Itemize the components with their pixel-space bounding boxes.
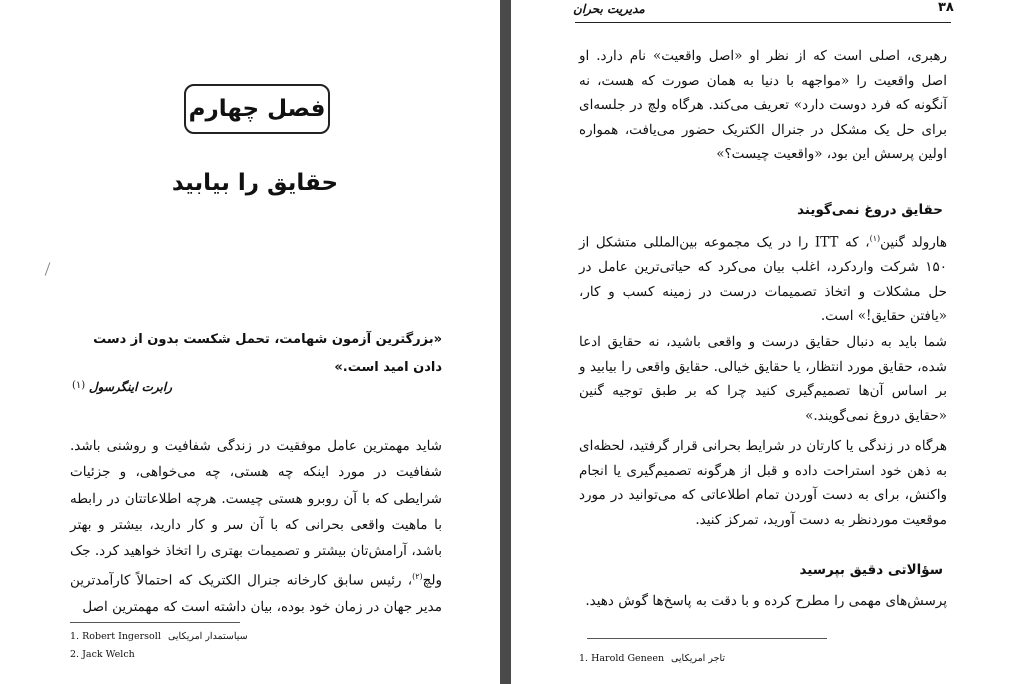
footnote-rule (70, 622, 240, 623)
geneen-text-b: ، که ITT را در یک مجموعه بین‌المللی متشکل از ۱۵۰ شرکت واردکرد، اغلب بیان می‌کرد که حیاتی‌ترین عامل در حل مشکلات و اتخاذ تصمیمات درست در زمینه کسب و کار، «یافتن حقایق!» است. (579, 234, 947, 324)
book-gutter (500, 0, 511, 684)
page-number: ۳۸ (938, 0, 954, 15)
left-page (0, 0, 500, 684)
running-title: مدیریت بحران (573, 2, 645, 16)
section-heading-facts: حقایق دروغ نمی‌گویند (797, 202, 943, 218)
geneen-text-a: هارولد گنین (880, 234, 947, 251)
paragraph-note: (۲) (412, 572, 423, 582)
section-heading-questions: سؤالاتی دقیق بپرسید (799, 562, 943, 578)
epigraph-author-note: (۱) (72, 380, 86, 391)
footnote-1-num: 1. (70, 631, 80, 642)
right-footnote-persian: تاجر امریکایی (671, 653, 725, 664)
epigraph-author: رابرت اینگرسول (88, 380, 172, 394)
header-rule (575, 22, 951, 23)
footnote-1-persian: سیاستمدار امریکایی (168, 631, 248, 642)
chapter-label: فصل چهارم (188, 96, 326, 122)
footnote-2-num: 2. (70, 649, 80, 660)
chapter-paragraph (70, 433, 442, 621)
right-footnote-latin: Harold Geneen (591, 653, 665, 664)
right-footnote-rule (587, 638, 827, 639)
footnote-2-latin: Jack Welch (82, 649, 135, 660)
chapter-title: حقایق را بیابید (171, 170, 339, 196)
footnote-1 (70, 631, 161, 642)
section1-paragraph-2: شما باید به دنبال حقایق درست و واقعی باشید، نه حقایق ادعا شده، حقایق مورد انتظار، یا حقایق خیالی. حقایق واقعی را بیابید و بر اساس آن‌ها تصمیم‌گیری کنید چرا که بر طبق توجیه گنین «حقایق دروغ نمی‌گویند.» (579, 334, 947, 424)
section1-paragraph-1 (579, 227, 947, 329)
right-footnote-num: 1. (579, 653, 589, 664)
section2-paragraph-1: پرسش‌های مهمی را مطرح کرده و با دقت به پاسخ‌ها گوش دهید. (585, 593, 947, 609)
epigraph: «بزرگترین آزمون شهامت، تحمل شکست بدون از دست دادن امید است.» (93, 332, 442, 375)
footnote-1-latin: Robert Ingersoll (82, 631, 161, 642)
paragraph-text-cont: ، رئیس سابق کارخانه جنرال الکتریک که احتمالاً کارآمدترین مدیر جهان در زمان خود بوده، بیان داشته است که مهمترین اصل (70, 572, 442, 616)
paragraph-text: شاید مهمترین عامل موفقیت در زندگی شفافیت و روشنی باشد. شفافیت در مورد اینکه چه هستی، چه می‌خواهی، و جزئیات شرایطی که با آن روبرو هستی چیست. هرچه اطلاعاتتان در رابطه با ماهیت واقعی بحرانی که با آن سر و کار دارید، بیشتر و بهتر باشد، آرامش‌تان بیشتر و تصمیمات بهتری را اتخاذ خواهید کرد. جک ولچ (70, 438, 442, 589)
intro-paragraph: رهبری، اصلی است که از نظر او «اصل واقعیت» نام دارد. او اصل واقعیت را «مواجهه با دنیا به همان صورت که هست، نه آنگونه که فرد دوست دارد» تعریف می‌کند. هرگاه ولچ در جلسه‌ای برای حل یک مشکل در جنرال الکتریک حضور می‌یافت، همواره اولین پرسش این بود، «واقعیت چیست؟» (579, 48, 947, 162)
scan-mark (45, 262, 51, 275)
right-page (511, 0, 1013, 684)
footnote-2 (70, 649, 135, 660)
section1-paragraph-3: هرگاه در زندگی یا کارتان در شرایط بحرانی قرار گرفتید، لحظه‌ای به ذهن خود استراحت داده و قبل از هرگونه تصمیم‌گیری یا انجام واکنش، برای به دست آوردن تمام اطلاعاتی که می‌توانید در مورد موقعیت موردنظر به دست آورید، تمرکز کنید. (579, 438, 947, 528)
right-footnote (579, 653, 664, 664)
chapter-label-box (184, 84, 330, 134)
geneen-note: (۱) (869, 234, 881, 243)
